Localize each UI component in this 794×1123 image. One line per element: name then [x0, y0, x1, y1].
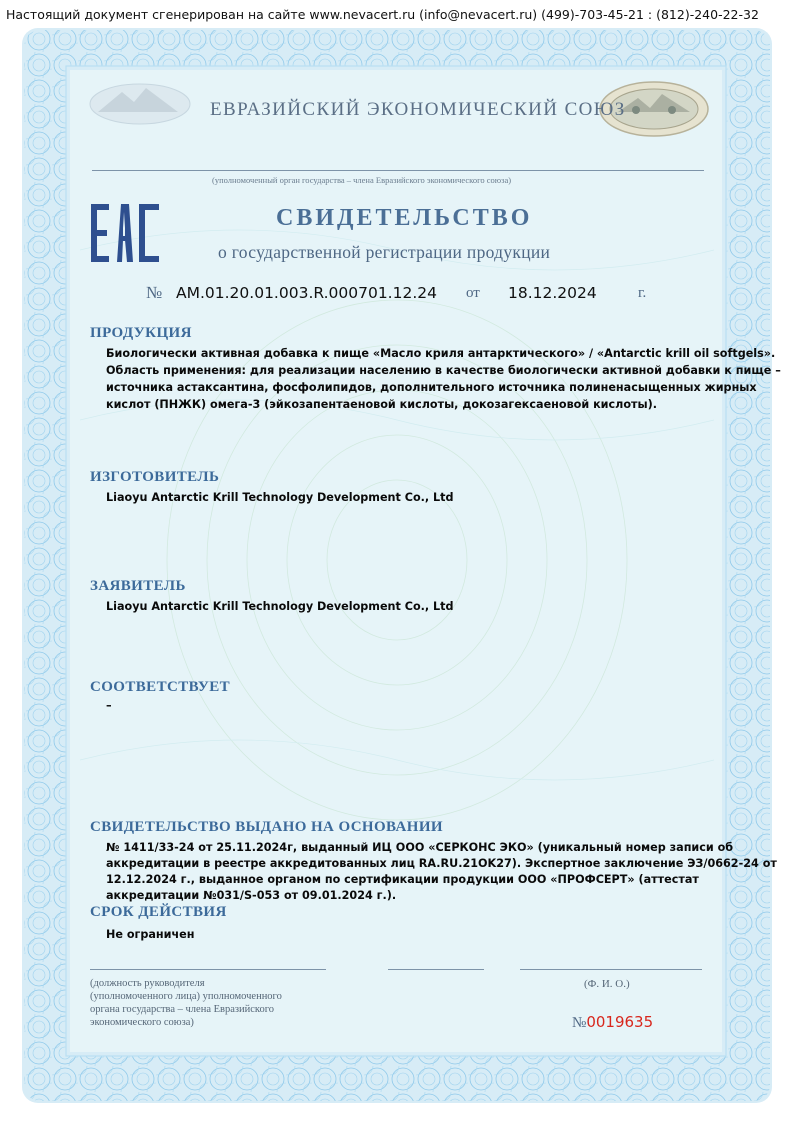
position-caption: экономического союза) [90, 1017, 194, 1028]
validity-value: Не ограничен [106, 928, 195, 941]
applicant-heading: ЗАЯВИТЕЛЬ [90, 578, 186, 594]
manufacturer-value: Liaoyu Antarctic Krill Technology Development Co., Ltd [106, 491, 454, 504]
product-line: источника астаксантина, фосфолипидов, дополнительного источника полиненасыщенных жирных [106, 381, 757, 394]
registration-date: 18.12.2024 [508, 284, 597, 302]
basis-line: 12.12.2024 г., выданное органом по сертификации продукции ООО «ПРОФСЕРТ» (аттестат [106, 873, 699, 886]
union-title: ЕВРАЗИЙСКИЙ ЭКОНОМИЧЕСКИЙ СОЮЗ [210, 99, 626, 120]
form-number-value: 0019635 [586, 1013, 654, 1031]
position-caption: органа государства – члена Евразийского [90, 1004, 275, 1015]
position-signature-line [90, 969, 326, 970]
product-heading: ПРОДУКЦИЯ [90, 325, 192, 341]
signature-line [388, 969, 484, 970]
conforms-value: – [106, 699, 112, 712]
form-number-prefix: № [572, 1015, 587, 1031]
basis-line: № 1411/33-24 от 25.11.2024г, выданный ИЦ ООО «СЕРКОНС ЭКО» (уникальный номер записи об [106, 841, 734, 854]
product-line: Область применения: для реализации населению в качестве биологически активной добавки к пище – [106, 364, 781, 377]
validity-heading: СРОК ДЕЙСТВИЯ [90, 904, 227, 920]
registration-number: AM.01.20.01.003.R.000701.12.24 [176, 284, 437, 302]
eac-logo-icon [91, 204, 161, 262]
doc-title: СВИДЕТЕЛЬСТВО [276, 205, 533, 231]
product-line: Биологически активная добавка к пище «Масло криля антарктического» / «Antarctic krill oil softgels». [106, 347, 776, 360]
manufacturer-heading: ИЗГОТОВИТЕЛЬ [90, 469, 220, 485]
mountain-emblem-icon [88, 78, 192, 126]
position-caption: (должность руководителя [90, 978, 205, 989]
basis-line: аккредитации в реестре аккредитованных лиц RA.RU.21OK27). Экспертное заключение ЭЗ/0662-24 от [106, 857, 777, 870]
doc-subtitle: о государственной регистрации продукции [218, 242, 551, 262]
form-number [572, 1013, 653, 1032]
date-prefix: от [466, 285, 480, 301]
basis-heading: СВИДЕТЕЛЬСТВО ВЫДАНО НА ОСНОВАНИИ [90, 819, 443, 835]
divider-line [92, 170, 704, 171]
basis-line: аккредитации №031/S-053 от 09.01.2024 г.). [106, 889, 397, 902]
position-caption: (уполномоченного лица) уполномоченного [90, 991, 282, 1002]
conforms-heading: СООТВЕТСТВУЕТ [90, 679, 231, 695]
product-line: кислот (ПНЖК) омега-3 (эйкозапентаеновой кислоты, докозагексаеновой кислоты). [106, 398, 657, 411]
authority-caption: (уполномоченный орган государства – члена Евразийского экономического союза) [212, 175, 512, 185]
number-prefix: № [146, 283, 163, 302]
fio-signature-line [520, 969, 702, 970]
applicant-value: Liaoyu Antarctic Krill Technology Development Co., Ltd [106, 600, 454, 613]
fio-caption: (Ф. И. О.) [584, 978, 630, 990]
date-suffix: г. [638, 285, 647, 301]
